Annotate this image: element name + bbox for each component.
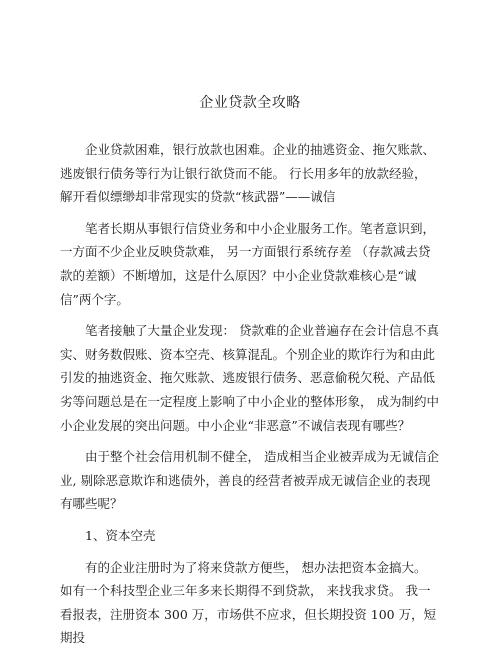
paragraph-background: 笔者长期从事银行信贷业务和中小企业服务工作。笔者意识到，一方面不少企业反映贷款难， 另一方面银行系统存差 （存款减去贷款的差额）不断增加，这是什么原因？中小企业贷款难核心是“诚信”两个字。 (60, 220, 436, 307)
paragraph-intro: 企业贷款困难，银行放款也困难。企业的抽逃资金、拖欠账款、逃废银行债务等行为让银行欲贷而不能。 行长用多年的放款经验， 解开看似缥缈却非常现实的贷款“核武器”——诚信 (60, 142, 436, 205)
paragraph-findings: 笔者接触了大量企业发现： 贷款难的企业普遍存在会计信息不真实、财务数假账、资本空壳、核算混乱。个别企业的欺诈行为和由此引发的抽逃资金、拖欠账款、逃废银行债务、恶意偷税欠税、产品低劣等问题总是在一定程度上影响了中小企业的整体形象， 成为制约中小企业发展的突出问题。中小企业“非恶意”不诚信表现有哪些？ (60, 323, 439, 433)
section-heading: 1、资本空壳 (85, 527, 156, 543)
document-title: 企业贷款全攻略 (199, 95, 301, 111)
paragraph-question: 由于整个社会信用机制不健全， 造成相当企业被弄成为无诚信企业, 剔除恶意欺诈和逃债外，善良的经营者被弄成无诚信企业的表现 有哪些呢？ (60, 449, 439, 512)
document-body (60, 138, 440, 650)
paragraph-section-1: 有的企业注册时为了将来贷款方便些， 想办法把资本金搞大。 如有一个科技型企业三年多来长期得不到贷款， 来找我求贷。 我一看报表，注册资本 300 万，市场供不应求，但长期投资 100 万，短期投 (60, 559, 437, 646)
